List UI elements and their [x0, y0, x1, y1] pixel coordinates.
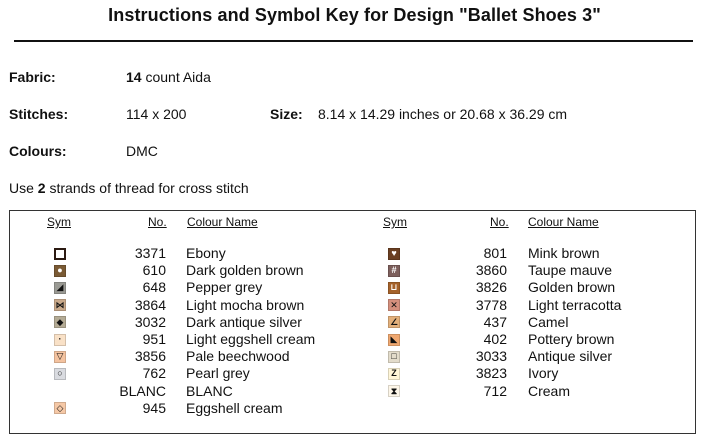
open-square-icon — [54, 248, 66, 260]
colour-name-left: Eggshell cream — [186, 399, 283, 416]
dot-icon: · — [54, 334, 66, 346]
dmc-number-right: 3823 — [475, 365, 507, 382]
ring-icon: ○ — [54, 368, 66, 380]
size-value: 8.14 x 14.29 inches or 20.68 x 36.29 cm — [318, 106, 568, 122]
fabric-count: 14 — [126, 69, 142, 85]
dmc-number-left: 648 — [142, 279, 166, 296]
hash-icon: # — [388, 265, 400, 277]
size-label: Size: — [270, 106, 303, 122]
colour-name-right: Cream — [528, 382, 571, 399]
dmc-number-right: 3778 — [475, 296, 507, 313]
stitches-value: 114 x 200 — [126, 106, 187, 122]
fabric-label: Fabric: — [9, 69, 56, 85]
colour-name-left: Dark golden brown — [186, 262, 304, 279]
colour-name-left: Light eggshell cream — [186, 331, 316, 347]
colour-name-left: Pearl grey — [186, 365, 250, 382]
dmc-number-left: 951 — [142, 331, 166, 347]
dmc-number-right: 402 — [483, 331, 507, 347]
down-triangle-icon: ▽ — [54, 351, 66, 363]
hourglass-icon: ⧗ — [388, 385, 400, 397]
colour-name-left: Ebony — [186, 245, 226, 261]
cross-icon: ✕ — [388, 299, 400, 311]
strand-instruction — [9, 180, 249, 196]
colour-name-left: Dark antique silver — [186, 313, 302, 330]
instruction-suffix: strands of thread for cross stitch — [49, 180, 249, 196]
blank-icon — [54, 385, 66, 397]
dmc-number-right: 801 — [483, 245, 507, 261]
colour-name-right: Pottery brown — [528, 331, 615, 347]
dmc-number-right: 3033 — [475, 348, 507, 365]
dmc-number-right: 3826 — [475, 279, 507, 296]
dmc-number-right: 712 — [483, 382, 507, 399]
fabric-value — [126, 69, 211, 85]
sym-header-right: Sym — [383, 215, 407, 229]
colour-name-right: Light terracotta — [528, 296, 622, 313]
symbol-key-table — [9, 210, 696, 434]
dmc-number-left: BLANC — [119, 382, 166, 399]
heart-icon: ♥ — [388, 248, 400, 260]
sym-header-left: Sym — [47, 215, 71, 229]
inner-square-icon: □ — [388, 351, 400, 363]
dmc-number-right: 3860 — [475, 262, 507, 279]
small-diamond-icon: ◇ — [54, 402, 66, 414]
no-header-left: No. — [148, 215, 167, 229]
stitches-label: Stitches: — [9, 106, 69, 122]
dmc-number-left: 3864 — [134, 296, 166, 313]
no-header-right: No. — [490, 215, 509, 229]
dmc-number-left: 945 — [142, 399, 166, 416]
dmc-number-left: 3371 — [134, 245, 166, 261]
colours-label: Colours: — [9, 143, 67, 159]
dmc-number-left: 3856 — [134, 348, 166, 365]
dmc-number-right: 437 — [483, 313, 507, 330]
colour-name-right: Ivory — [528, 365, 559, 382]
instruction-prefix: Use — [9, 180, 34, 196]
dmc-number-left: 3032 — [134, 313, 166, 330]
cup-icon: ⊔ — [388, 282, 400, 294]
diamond-icon: ◆ — [54, 316, 66, 328]
angle-icon: ∠ — [389, 316, 399, 327]
page-title: Instructions and Symbol Key for Design "Ballet Shoes 3" — [108, 5, 601, 25]
colour-name-left: BLANC — [186, 382, 233, 399]
fabric-rest: count Aida — [145, 69, 211, 85]
colour-name-left: Light mocha brown — [186, 296, 305, 313]
circle-icon: ● — [54, 265, 66, 277]
strand-count: 2 — [37, 180, 46, 196]
z-icon: Z — [388, 368, 400, 380]
colour-name-left: Pale beechwood — [186, 348, 290, 365]
diagonal-triangle-icon: ◢ — [54, 282, 66, 294]
colours-value: DMC — [126, 143, 158, 159]
dmc-number-left: 762 — [142, 365, 166, 382]
title-underline — [14, 40, 693, 42]
colour-name-header-left: Colour Name — [187, 215, 258, 229]
bowtie-icon: ⋈ — [55, 299, 65, 310]
colour-name-right: Taupe mauve — [528, 262, 613, 279]
dmc-number-left: 610 — [142, 262, 166, 279]
colour-name-header-right: Colour Name — [528, 215, 599, 229]
colour-name-right: Golden brown — [528, 279, 616, 296]
colour-name-right: Camel — [528, 313, 569, 330]
colour-name-right: Antique silver — [528, 348, 613, 365]
corner-triangle-icon: ◣ — [388, 334, 400, 346]
colour-name-left: Pepper grey — [186, 279, 263, 296]
colour-name-right: Mink brown — [528, 245, 600, 261]
